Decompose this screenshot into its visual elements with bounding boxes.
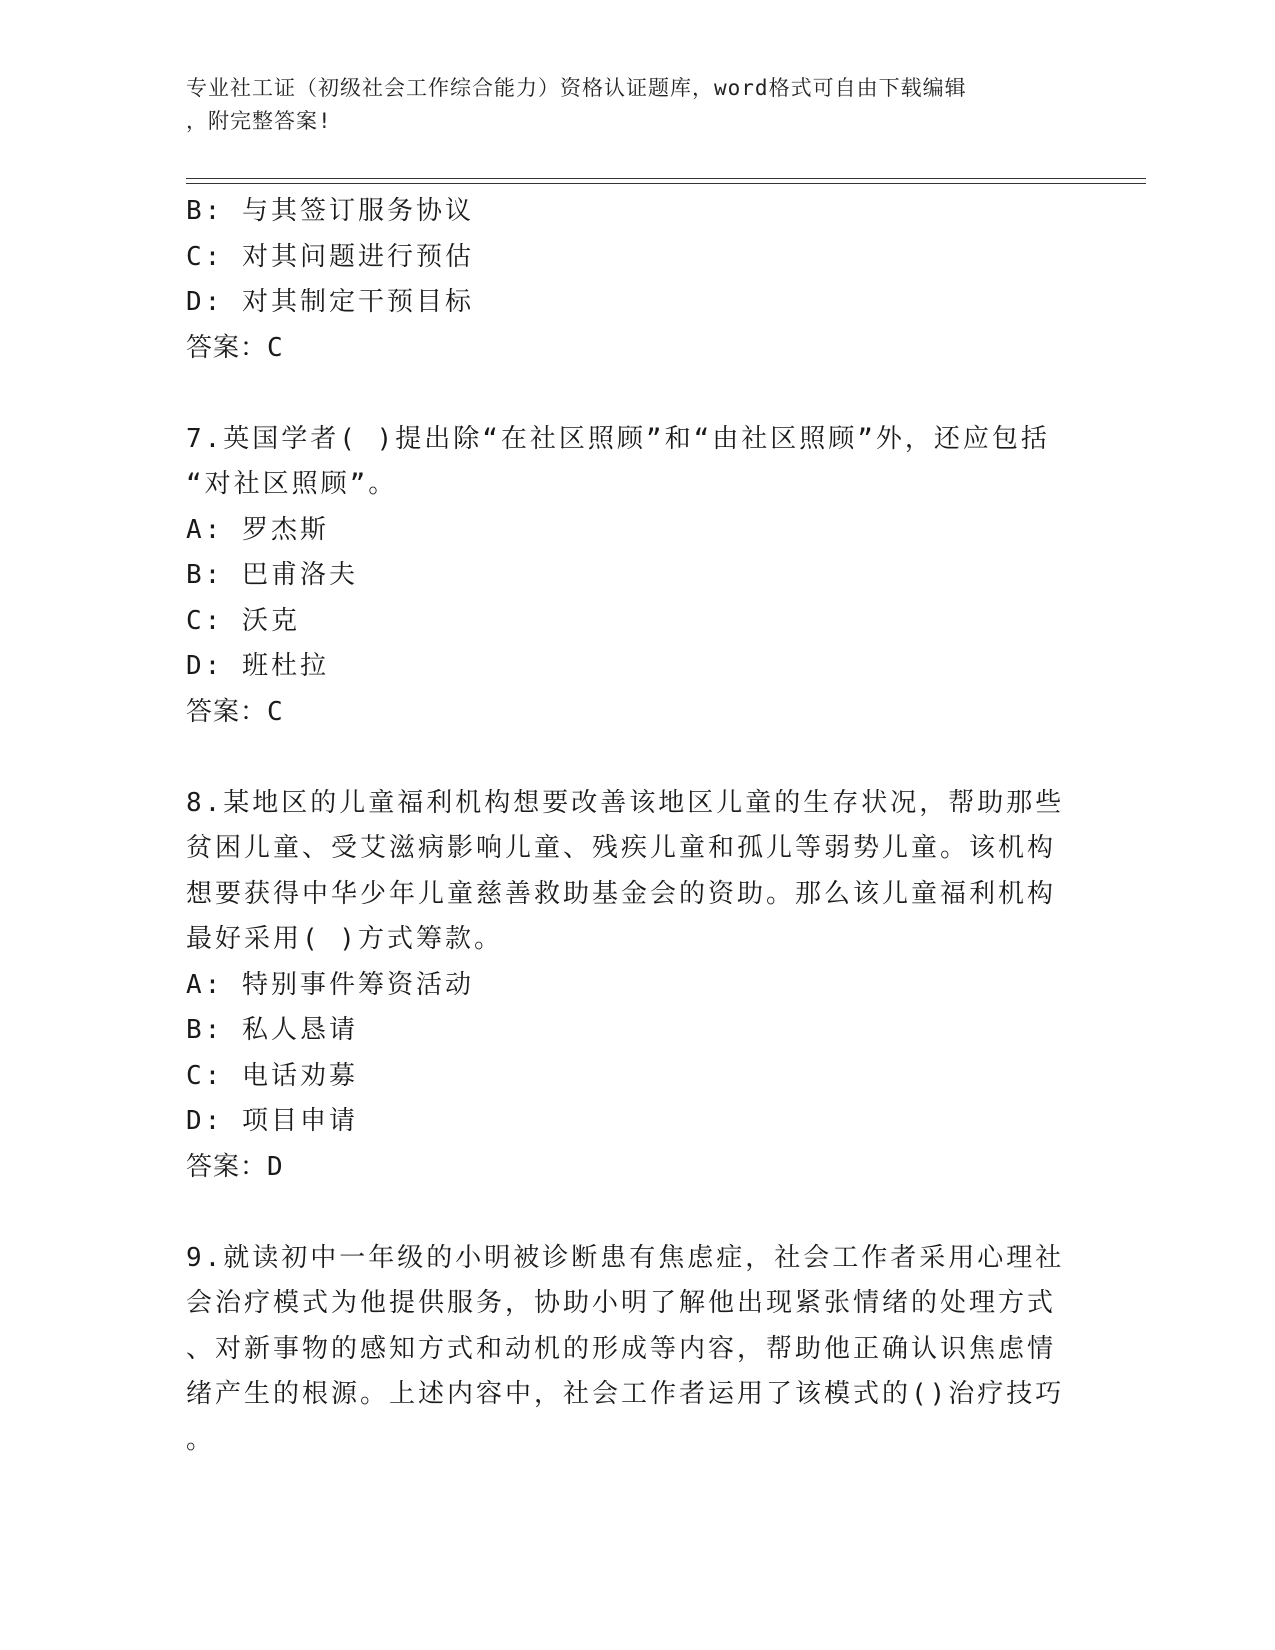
spacer bbox=[186, 371, 1066, 417]
question-text: 9.就读初中一年级的小明被诊断患有焦虑症，社会工作者采用心理社 bbox=[186, 1242, 1065, 1273]
question-8-block bbox=[186, 781, 1066, 1191]
spacer bbox=[186, 735, 1066, 781]
question-9-block bbox=[186, 1236, 1066, 1464]
option-d: D: 对其制定干预目标 bbox=[186, 287, 474, 317]
spacer bbox=[186, 1190, 1066, 1236]
option-d: D: 项目申请 bbox=[186, 1106, 358, 1136]
question-text: 最好采用( )方式筹款。 bbox=[186, 924, 503, 954]
question-text: 、对新事物的感知方式和动机的形成等内容，帮助他正确认识焦虑情 bbox=[186, 1333, 1057, 1364]
answer-label: 答案： bbox=[186, 1151, 268, 1182]
question-text: “对社区照顾”。 bbox=[186, 469, 398, 499]
option-b: B: 私人恳请 bbox=[186, 1015, 358, 1045]
answer-value: C bbox=[267, 696, 283, 727]
option-b: B: 与其签订服务协议 bbox=[186, 196, 474, 226]
answer-line bbox=[186, 690, 1066, 736]
answer-value: C bbox=[267, 332, 283, 363]
header-line-1: 专业社工证（初级社会工作综合能力）资格认证题库，word格式可自由下载编辑 bbox=[186, 76, 967, 100]
option-c: C: 沃克 bbox=[186, 605, 300, 636]
question-text: 。 bbox=[186, 1424, 216, 1455]
document-header bbox=[186, 72, 1066, 138]
question-text: 绪产生的根源。上述内容中，社会工作者运用了该模式的()治疗技巧 bbox=[186, 1379, 1065, 1409]
document-body bbox=[186, 189, 1066, 1463]
answer-value: D bbox=[267, 1151, 283, 1182]
answer-label: 答案： bbox=[186, 696, 268, 727]
answer-line bbox=[186, 1145, 1066, 1191]
header-line-2: ，附完整答案! bbox=[186, 109, 332, 133]
question-text: 想要获得中华少年儿童慈善救助基金会的资助。那么该儿童福利机构 bbox=[186, 878, 1057, 909]
question-6-block bbox=[186, 189, 1066, 371]
question-7-block bbox=[186, 417, 1066, 736]
question-text: 8.某地区的儿童福利机构想要改善该地区儿童的生存状况，帮助那些 bbox=[186, 787, 1065, 818]
header-divider-top bbox=[186, 178, 1146, 179]
answer-label: 答案： bbox=[186, 332, 268, 363]
option-a: A: 特别事件筹资活动 bbox=[186, 969, 474, 1000]
option-b: B: 巴甫洛夫 bbox=[186, 560, 358, 590]
answer-line bbox=[186, 326, 1066, 372]
option-a: A: 罗杰斯 bbox=[186, 514, 329, 545]
option-d: D: 班杜拉 bbox=[186, 651, 329, 681]
question-text: 贫困儿童、受艾滋病影响儿童、残疾儿童和孤儿等弱势儿童。该机构 bbox=[186, 833, 1057, 863]
question-text: 会治疗模式为他提供服务，协助小明了解他出现紧张情绪的处理方式 bbox=[186, 1288, 1057, 1318]
option-c: C: 电话劝募 bbox=[186, 1060, 358, 1091]
question-text: 7.英国学者( )提出除“在社区照顾”和“由社区照顾”外，还应包括 bbox=[186, 423, 1050, 454]
header-divider-bottom bbox=[186, 183, 1146, 184]
option-c: C: 对其问题进行预估 bbox=[186, 241, 474, 272]
